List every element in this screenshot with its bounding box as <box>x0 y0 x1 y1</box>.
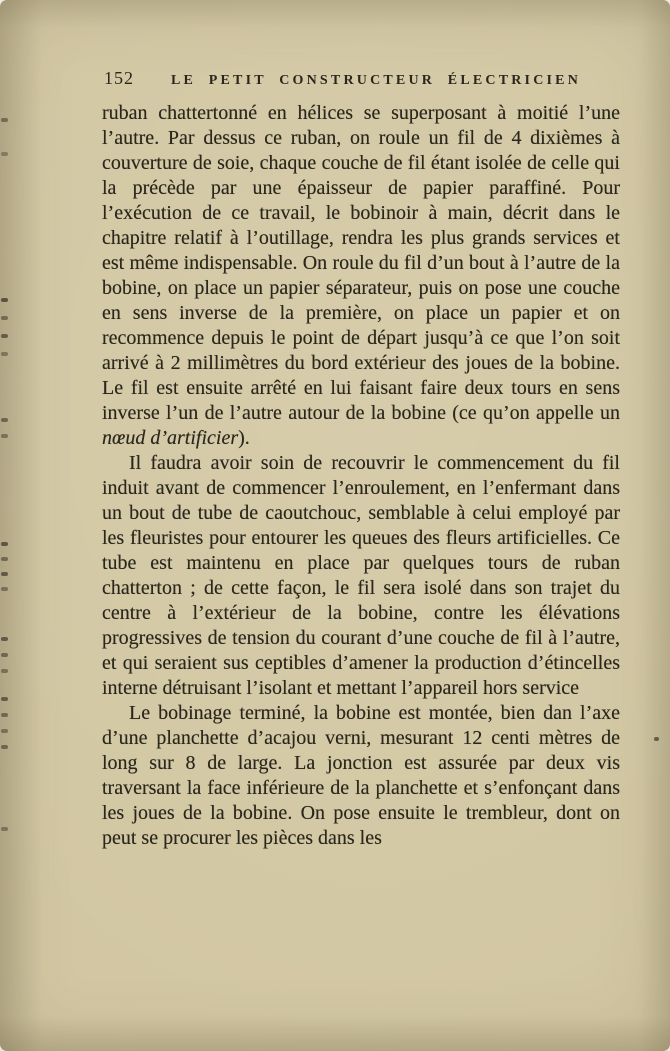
paragraph-1 <box>102 101 620 451</box>
page-number: 152 <box>104 68 134 88</box>
body-text <box>102 101 620 851</box>
running-title: LE PETIT CONSTRUCTEUR ÉLECTRICIEN <box>170 73 582 88</box>
page-header <box>104 68 618 89</box>
scan-speck <box>654 737 659 741</box>
paragraph-2: Il faudra avoir soin de recouvrir le commencement du fil induit avant de commencer l’enroulement, en l’enfermant dans un bout de tube de caoutchouc, semblable à celui employé par les fleuristes pour entourer les queues des fleurs artificielles. Ce tube est maintenu en place par quelques tours de ruban chatterton ; de cette façon, le fil sera isolé dans son trajet du centre à l’extérieur de la bobine, contre les élévations progressives de tension du courant d’une couche de fil à l’autre, et qui seraient sus ceptibles d’amener la production d’étincelles interne détruisant l’isolant et mettant l’appareil hors service <box>102 452 620 699</box>
paragraph-3: Le bobinage terminé, la bobine est montée, bien dan l’axe d’une planchette d’acajou verni, mesurant 12 centi mètres de long sur 8 de large. La jonction est assurée par deux vis traversant la face inférieure de la planchette et s’enfonçant dans les joues de la bobine. On pose ensuite le trembleur, dont on peut se procurer les pièces dans les <box>102 702 620 849</box>
paragraph-segment: ). <box>238 427 250 449</box>
italic-term: nœud d’artificier <box>102 427 239 449</box>
paragraph-segment: ruban chattertonné en hélices se superposant à moitié l’une l’autre. Par dessus ce ruban, on roule un fil de 4 dixièmes à couverture de soie, chaque couche de fil étant isolée de celle qui la précède par une épaisseur de papier paraffiné. Pour l’exécution de ce travail, le bobinoir à main, décrit dans le chapitre relatif à l’outillage, rendra les plus grands services et est même indispensable. On roule du fil d’un bout à l’autre de la bobine, on place un papier séparateur, puis on pose une couche en sens inverse de la première, on place un papier et on recommence depuis le point de départ jusqu’à ce que l’on soit arrivé à 2 millimètres du bord extérieur des joues de la bobine. Le fil est ensuite arrêté en lui faisant faire deux tours en sens inverse l’un de l’autre autour de la bobine (ce qu’on appelle un <box>102 102 620 424</box>
